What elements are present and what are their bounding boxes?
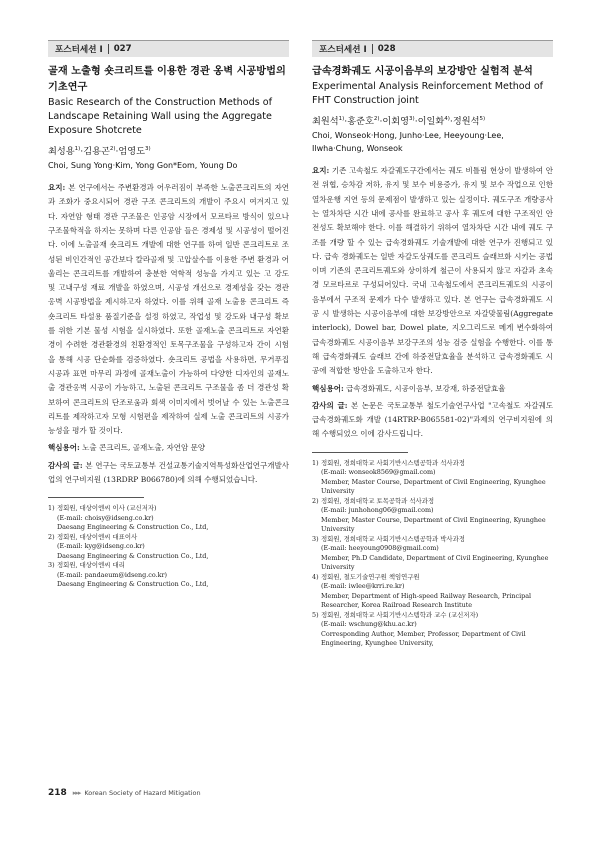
footnote-line: 정회원, 대상이엔씨 대표이사 (57, 532, 138, 541)
author-mark: 2) (373, 116, 380, 122)
footnotes (312, 459, 553, 649)
footnote-line: (E-mail: kyg@idseng.co.kr) (57, 542, 145, 551)
abstract-label: 요지: (312, 166, 330, 176)
author-mark: 1) (74, 146, 81, 152)
author-mark: 2) (109, 146, 116, 152)
title-english: Experimental Analysis Reinforcement Method of FHT Construction joint (312, 81, 544, 106)
keywords (312, 382, 553, 396)
keywords-text: 노출 콘크리트, 골재노출, 자연암 문양 (79, 443, 206, 453)
footnotes (48, 504, 289, 590)
footnote-line: (E-mail: wschung@khu.ac.kr) (321, 620, 417, 629)
footnote-line: 정회원, 경희대학교 토목공학과 석사과정 (321, 496, 435, 505)
session-number: 028 (377, 44, 396, 54)
session-divider (108, 44, 109, 54)
title-korean: 골재 노출형 숏크리트를 이용한 경관 옹벽 시공방법의 기초연구 (48, 66, 286, 93)
footnote-line: 정회원, 대상이엔씨 이사 (교신저자) (57, 504, 157, 513)
footnote-line: (E-mail: heeyoung0908@gmail.com) (321, 544, 439, 553)
keywords (48, 441, 289, 455)
session-header (312, 40, 553, 57)
abstract-text: 기존 고속철도 자갈궤도구간에서는 궤도 비틀림 현상이 발생하여 안전 위협, 승차감 저하, 유지 및 보수 비용증가, 유지 및 보수 작업으로 인한 열차운행 지연 등의 문제점이 발생하고 있는 실정이다. 궤도구조 개량공사는 열차차단 시간 내에 공사를 완료하고 공사 후 궤도에 대한 구조적인 안전성도 확보해야 한다. 이를 해결하기 위하여 열차차단 시간 내에 궤도 구조를 개량 할 수 있는 급속경화궤도 기술개발에 대한 연구가 진행되고 있다. 급속 경화궤도는 일반 자갈도상궤도를 콘크리트 슬래브화 시키는 공법이며 기존의 콘크리트궤도와 상이하게 철근이 사용되지 않고 자갈과 초속경 모르타르로 구성되어있다. 국내 고속철도에서 콘크리트궤도의 시공이음부에서 구조적 문제가 다수 발생하고 있다. 본 연구는 급속경화궤도 시공 시 발생하는 시공이음부에 대한 보강방안으로 자갈맞물림(Aggregate interlock), Dowel bar, Dowel plate, 지오그리드로 메게 변수화하여 급속경화궤도 시공이음부 보강구조의 성능 검증 실험을 수행한다. 이를 통해 급속경화궤도 슬래브 간에 하중전달효율을 분석하고 급속경화궤도 시공에 적합한 방안을 도출하고자 한다. (312, 166, 553, 376)
title-korean: 급속경화궤도 시공이음부의 보강방안 실험적 분석 (312, 66, 533, 77)
author-name: ·이회영 (379, 116, 410, 128)
footnote-line: (E-mail: choisy@idseng.co.kr) (57, 513, 154, 522)
footnote-number: 2) (312, 496, 319, 505)
author-mark: 3) (409, 116, 415, 122)
footnote-divider (48, 497, 144, 498)
abstract (312, 164, 553, 378)
footnote-line: Member, Ph.D Candidate, Department of Civil Engineering, Kyunghee University (321, 553, 549, 572)
footnote-line: (E-mail: junhohong06@gmail.com) (321, 506, 434, 515)
author-name: 최원석 (312, 116, 339, 128)
footnote-line: 정회원, 경희대학교 사회기반시스템공학과 석사과정 (321, 458, 465, 467)
footnote-number: 2) (48, 532, 55, 541)
authors-korean (312, 112, 553, 129)
author-mark: 3) (145, 146, 151, 152)
footnote-line: Daesang Engineering & Construction Co., Ltd, (57, 523, 209, 532)
footnote-line: 정회원, 대상이엔씨 대리 (57, 561, 125, 570)
session-number: 027 (113, 44, 132, 54)
abstract-text: 본 연구에서는 주변환경과 어우러짐이 부족한 노출콘크리트의 자연과 조화가 중요시되어 경관 구조 콘크리트의 개발이 주요시 여겨지고 있다. 자연암 형태 경관 구조물은 인공암 시장에서 모르타르 방식이 있으나 구조물학적을 하지는 못하며 다른 인공암 들은 경제성 및 시공성이 떨어진다. 이에 노출골재 숏크리트 개발에 대한 연구를 하여 일반 콘크리트로 조성된 비인간적인 공간보다 칼라골재 및 고압살수를 이용한 주변 환경과 어울리는 콘크리트를 개발하여 충분한 역학적 성능을 가지고 있는 고 강도 및 고내구성 재료 개발을 하였으며, 시공성 개선으로 경제성을 갖는 경관옹벽 시공방법을 제시하고자 하였다. 이를 위해 골재 노출용 콘크리트 즉 숏크리트 타설용 품질기준을 설정 하였고, 작업성 및 강도와 내구성 확보를 위한 기본 물성 시험을 실시하였다. 또한 골재노출 콘크리트로 자연환경이 수려한 경관환경의 친환경적인 토목구조물을 구성하고자 간이 시험을 통해 시공 단순화를 검증하였다. 숏크리트 공법을 사용하면, 무거푸집 시공과 표면 마무리 과정에 골재노출이 가능하여 다양한 디자인의 골재노출 경관옹벽 시공이 가능하고, 노출된 콘크리트 구조물을 좀 더 경관성 확보하여 콘크리트의 단조로움과 회색 이미지에서 벗어날 수 있는 노출콘크리트를 제작하고자 모형 시험편을 제작하여 실제 노출 콘크리트의 시공가능성을 평가 할 것이다. (48, 183, 289, 436)
footnote-number: 5) (312, 610, 319, 619)
footnote-divider (312, 452, 408, 453)
ack-text: 본 논문은 국토교통부 철도기술연구사업 "고속철도 자갈궤도 급속경화궤도화 개발 (14RTRP-B065581-02)"과제의 연구비지원에 의해 수행되었으 이에 감사드립니다. (312, 400, 553, 439)
footnote-line: (E-mail: pandaeum@idseng.co.kr) (57, 570, 168, 579)
footnote-line: Member, Master Course, Department of Civil Engineering, Kyunghee University (321, 515, 546, 534)
right-article (312, 40, 553, 649)
keywords-label: 핵심용어: (48, 443, 80, 453)
authors-english: Choi, Wonseok·Hong, Junho·Lee, Heeyoung·Lee, Ilwha·Chung, Wonseok (312, 131, 504, 154)
authors-korean (48, 142, 289, 159)
footnote (312, 611, 553, 649)
acknowledgement (48, 459, 289, 488)
ack-label: 감사의 글: (48, 460, 83, 470)
footnote (48, 504, 289, 533)
footnote-line: Daesang Engineering & Construction Co., Ltd, (57, 580, 209, 589)
author-name: ·김용곤 (80, 146, 110, 158)
footnote (312, 535, 553, 573)
keywords-label: 핵심용어: (312, 383, 344, 393)
session-label: 포스터세션 I (55, 45, 103, 55)
author-mark: 5) (479, 116, 486, 122)
abstract-label: 요지: (48, 183, 66, 193)
author-name: ·엄영도 (115, 146, 146, 158)
footnote-number: 3) (48, 561, 55, 570)
footnote (48, 561, 289, 590)
authors-english: Choi, Sung Yong·Kim, Yong Gon*Eom, Young Do (48, 161, 238, 171)
keywords-text: 급속경화궤도, 시공이음부, 보강재, 하중전달효율 (343, 383, 506, 393)
author-name: ·홍준호 (344, 116, 374, 128)
footnote-number: 1) (312, 458, 319, 467)
ack-label: 감사의 글: (312, 400, 348, 410)
footnote (312, 497, 553, 535)
footnote-line: Member, Department of High-speed Railway Research, Principal Researcher, Korea Railroad Research Institute (321, 591, 532, 610)
author-mark: 1) (338, 116, 345, 122)
session-header (48, 40, 289, 57)
footnote-number: 4) (312, 572, 319, 581)
session-divider (372, 44, 373, 54)
footnote-line: 정회원, 경희대학교 사회기반시스템학과 교수 (교신저자) (321, 610, 479, 619)
abstract (48, 181, 289, 438)
left-article (48, 40, 289, 590)
footnote (48, 533, 289, 562)
page-number: 218 (48, 788, 67, 798)
footnote-line: (E-mail: iwlee@krri.re.kr) (321, 582, 405, 591)
ack-text: 본 연구는 국토교통부 건설교통기술지역특성화산업연구개발사업의 연구비지원 (13RDRP B066780)에 의해 수행되었습니다. (48, 460, 289, 484)
author-mark: 4) (444, 116, 450, 122)
author-name: 최성용 (48, 146, 75, 158)
footnote-line: Member, Master Course, Department of Civil Engineering, Kyunghee University (321, 477, 546, 496)
acknowledgement (312, 399, 553, 442)
session-label: 포스터세션 I (319, 45, 367, 55)
footnote-number: 1) (48, 504, 55, 513)
journal-name: Korean Society of Hazard Mitigation (84, 789, 201, 797)
footnote-line: Corresponding Author, Member, Professor, Department of Civil Engineering, Kyunghee University, (321, 629, 526, 648)
page-footer (48, 788, 201, 798)
footnote-line: 정회원, 철도기술연구원 책임연구원 (321, 572, 420, 581)
author-name: ·이일화 (414, 116, 445, 128)
footnote-number: 3) (312, 534, 319, 543)
footnote (312, 459, 553, 497)
footnote-line: (E-mail: wonseok8569@gmail.com) (321, 468, 436, 477)
footnote-line: 정회원, 경희대학교 사회기반시스템공학과 박사과정 (321, 534, 465, 543)
footnote (312, 573, 553, 611)
title-english: Basic Research of the Construction Methods of Landscape Retaining Wall using the Aggregate Exposure Shotcrete (48, 97, 273, 136)
author-name: ·정원석 (449, 116, 480, 128)
footnote-line: Daesang Engineering & Construction Co., Ltd, (57, 551, 209, 560)
triple-arrow-icon: ▸▸▸ (72, 789, 81, 797)
